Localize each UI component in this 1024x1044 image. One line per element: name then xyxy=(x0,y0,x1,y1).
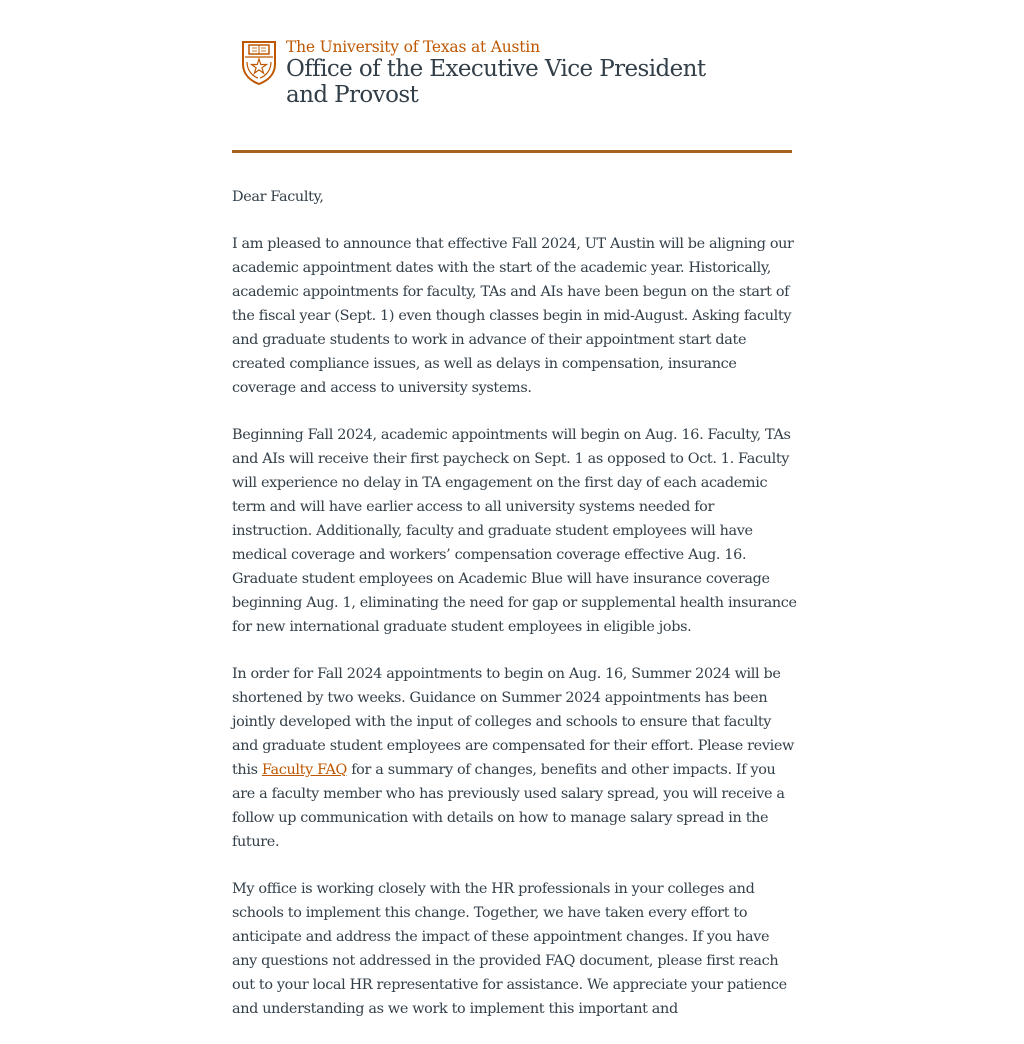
office-name-line2: and Provost xyxy=(286,82,419,108)
letter-body xyxy=(232,185,797,1044)
paragraph-2: Beginning Fall 2024, academic appointments will begin on Aug. 16. Faculty, TAs and AIs will receive their first paycheck on Sept. 1 as opposed to Oct. 1. Faculty will experience no delay in TA engagement on the first day of each academic term and will have earlier access to all university systems needed for instruction. Additionally, faculty and graduate student employees will have medical coverage and workers’ compensation coverage effective Aug. 16. Graduate student employees on Academic Blue will have insurance coverage beginning Aug. 1, eliminating the need for gap or supplemental health insurance for new international graduate student employees in eligible jobs. xyxy=(232,427,797,635)
email-page xyxy=(232,0,797,1017)
university-name: The University of Texas at Austin xyxy=(286,38,540,56)
office-name-line1: Office of the Executive Vice President xyxy=(286,56,706,82)
faculty-faq-link[interactable]: Faculty FAQ xyxy=(261,762,347,778)
office-name xyxy=(286,56,705,108)
paragraph-3-text-a: In order for Fall 2024 appointments to begin on Aug. 16, Summer 2024 will be shortened by two weeks. Guidance on Summer 2024 appointments has been jointly developed with the input of colleges and schools to ensure that faculty and graduate student employees are compensated for their effort. Please review this xyxy=(232,666,794,778)
paragraph-3-text-b: for a summary of changes, benefits and other impacts. If you are a faculty member who has previously used salary spread, you will receive a follow up communication with details on how to manage salary spread in the future. xyxy=(232,762,785,850)
paragraph-4: My office is working closely with the HR professionals in your colleges and schools to implement this change. Together, we have taken every effort to anticipate and address the impact of these appointment changes. If you have any questions not addressed in the provided FAQ document, please first reach out to your local HR representative for assistance. We appreciate your patience and understanding as we work to implement this important and xyxy=(232,881,787,1017)
paragraph-1: I am pleased to announce that effective Fall 2024, UT Austin will be aligning our academic appointment dates with the start of the academic year. Historically, academic appointments for faculty, TAs and AIs have been begun on the start of the fiscal year (Sept. 1) even though classes begin in mid-August. Asking faculty and graduate students to work in advance of their appointment start date created compliance issues, as well as delays in compensation, insurance coverage and access to university systems. xyxy=(232,236,794,396)
letterhead xyxy=(232,0,792,150)
ut-shield-icon xyxy=(241,40,277,86)
paragraph-3 xyxy=(232,662,797,854)
header-divider xyxy=(232,150,792,153)
salutation: Dear Faculty, xyxy=(232,189,324,205)
